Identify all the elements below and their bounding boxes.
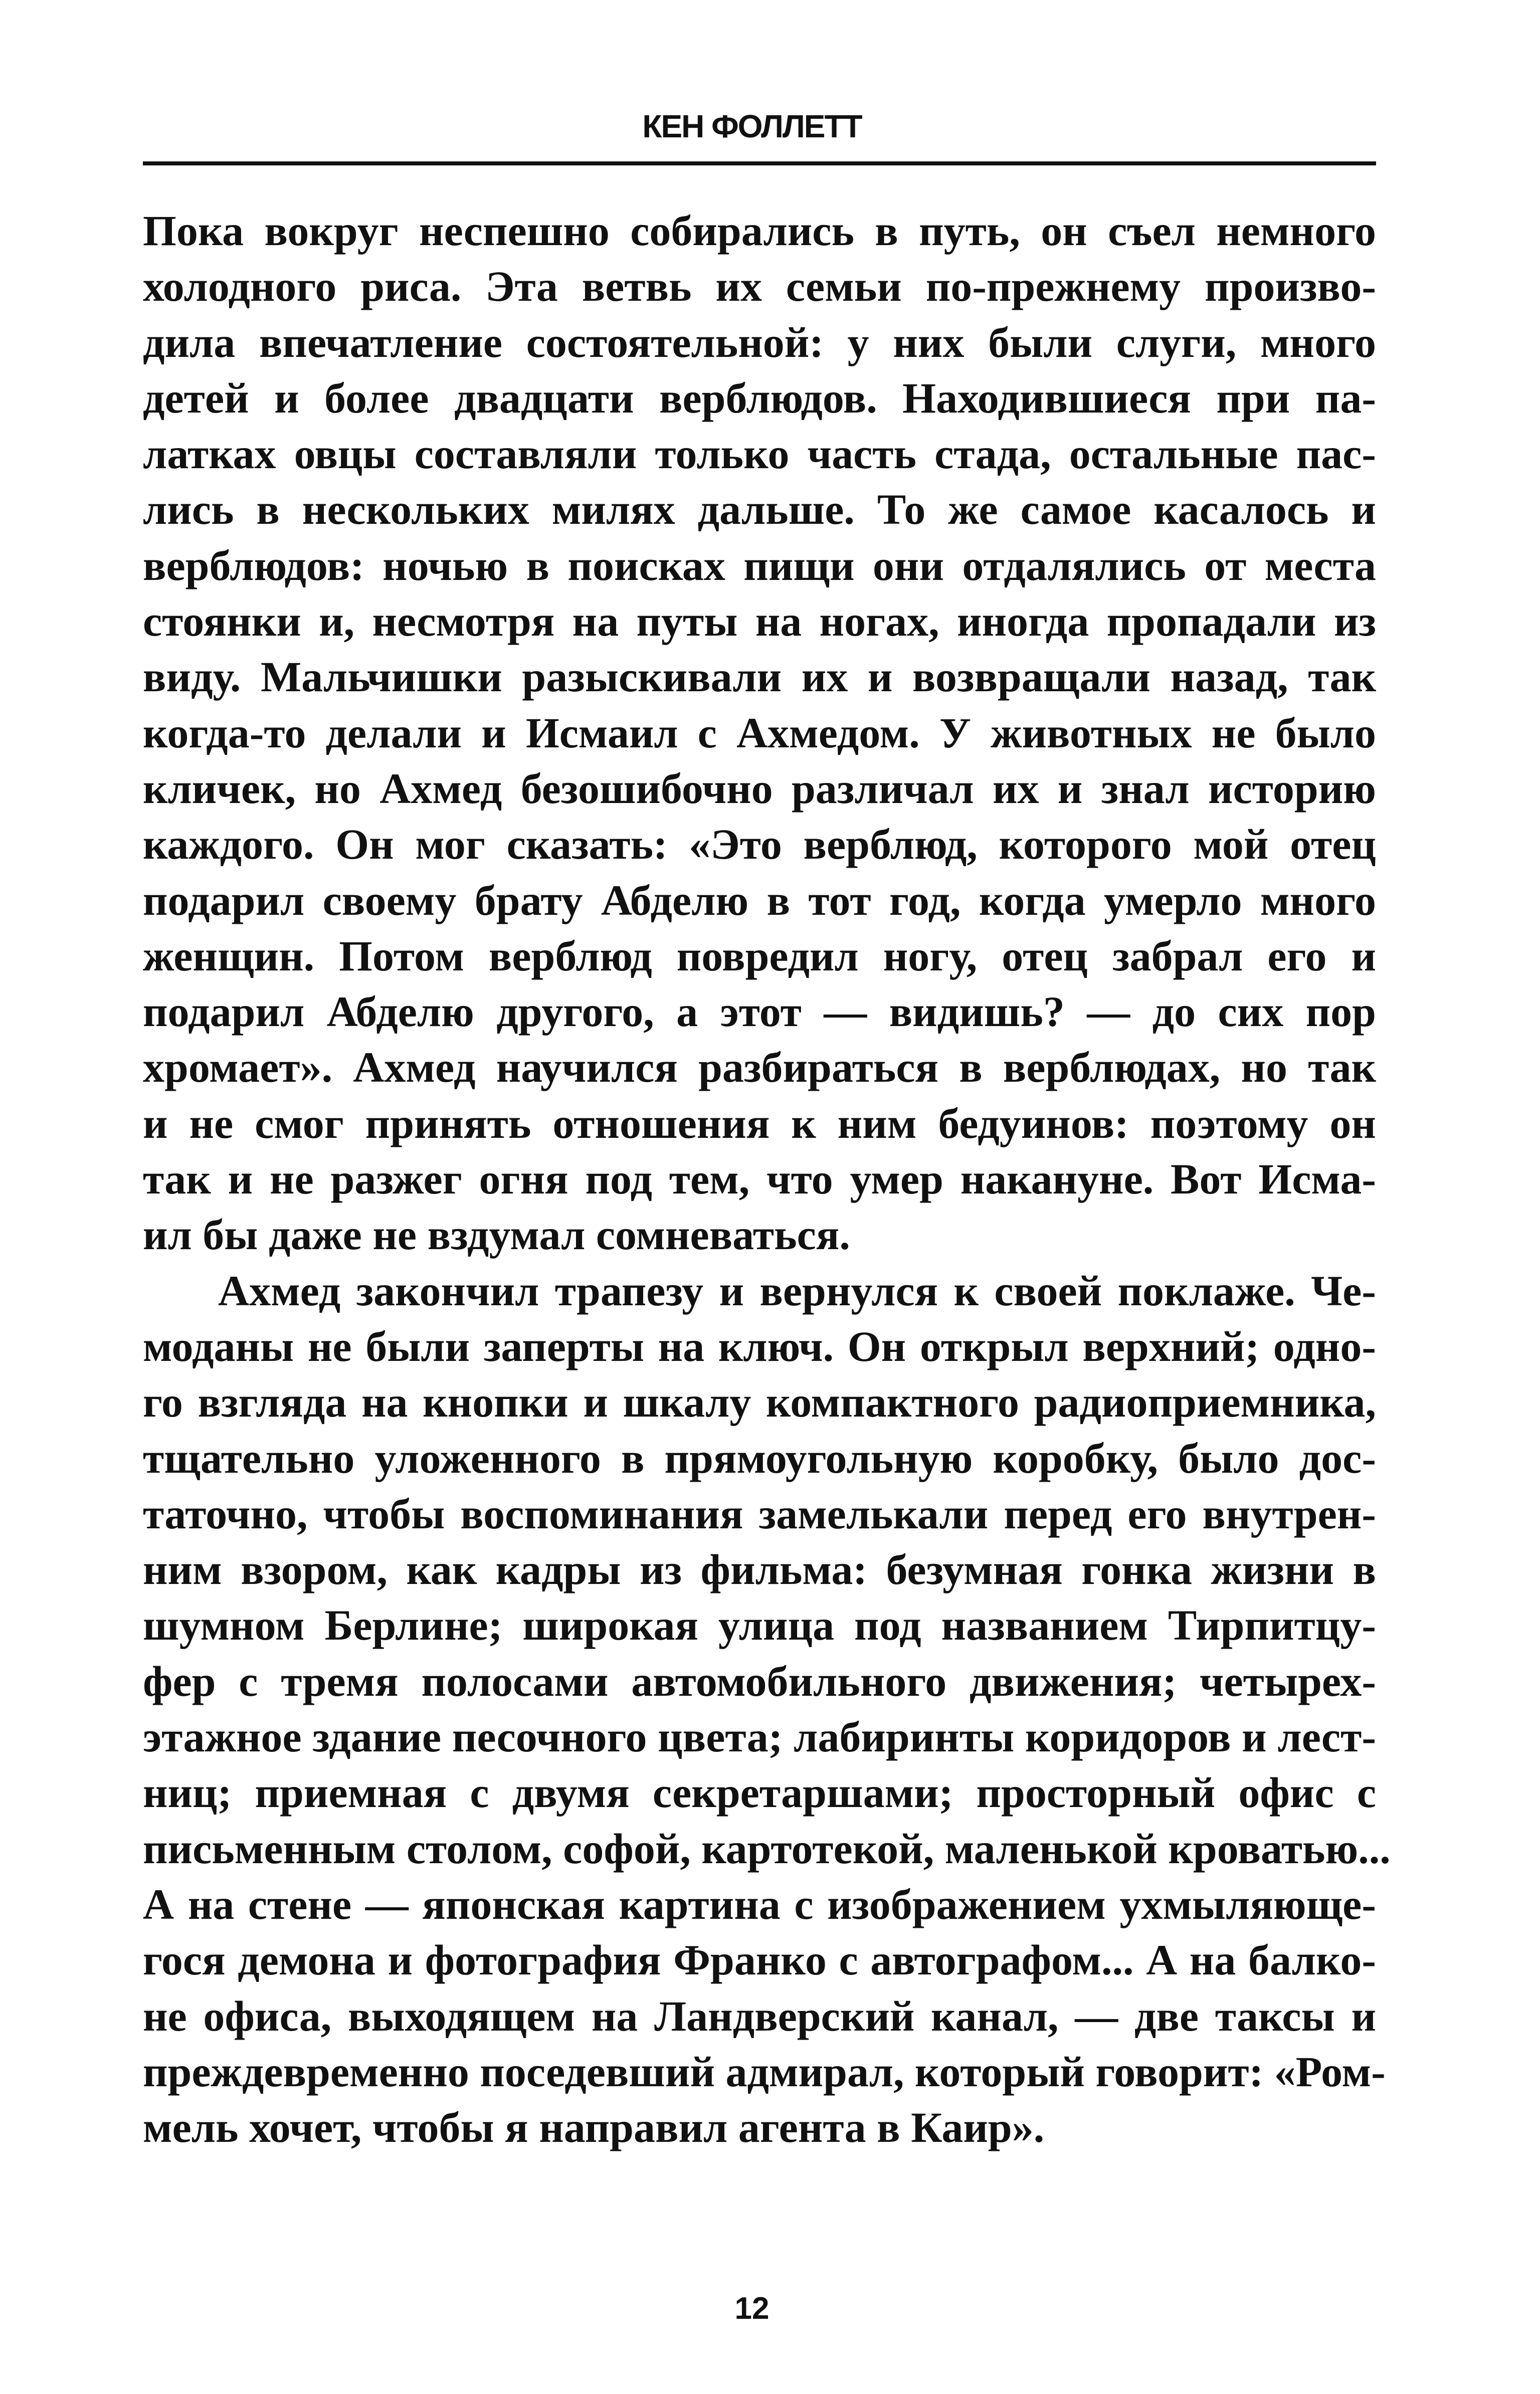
text-line: ниц; приемная с двумя секретаршами; просторный офис с <box>143 1768 1376 1817</box>
text-line: женщин. Потом верблюд повредил ногу, отец забрал его и <box>143 931 1376 980</box>
text-line: когда-то делали и Исмаил с Ахмедом. У животных не было <box>143 708 1376 757</box>
text-line: подарил своему брату Абделю в тот год, когда умерло много <box>143 876 1376 924</box>
header-rule <box>143 161 1376 165</box>
text-line: мель хочет, чтобы я направил агента в Каир». <box>143 2103 1045 2152</box>
text-line: каждого. Он мог сказать: «Это верблюд, которого мой отец <box>143 820 1376 869</box>
text-line: гося демона и фотография Франко с автографом... А на балко- <box>143 1936 1376 1984</box>
text-line: моданы не были заперты на ключ. Он открыл верхний; одно- <box>143 1322 1376 1370</box>
text-line: Пока вокруг неспешно собирались в путь, он съел немного <box>143 207 1376 255</box>
text-line: не офиса, выходящем на Ландверский канал, — две таксы и <box>143 1991 1376 2040</box>
text-line: шумном Берлине; широкая улица под названием Тирпитцу- <box>143 1601 1376 1650</box>
text-line: подарил Абделю другого, а этот — видишь? — до сих пор <box>143 987 1376 1036</box>
text-line: лись в нескольких милях дальше. То же самое касалось и <box>143 485 1376 534</box>
text-line: хромает». Ахмед научился разбираться в верблюдах, но так <box>143 1043 1376 1092</box>
text-line: ил бы даже не вздумал сомневаться. <box>143 1211 850 1259</box>
text-line: преждевременно поседевший адмирал, который говорит: «Ром- <box>143 2047 1386 2096</box>
text-line: и не смог принять отношения к ним бедуинов: поэтому он <box>143 1099 1376 1147</box>
text-line: Ахмед закончил трапезу и вернулся к своей поклаже. Че- <box>218 1266 1376 1315</box>
running-header: КЕН ФОЛЛЕТТ <box>642 108 862 144</box>
text-line: верблюдов: ночью в поисках пищи они отдалялись от места <box>143 541 1376 589</box>
text-line: виду. Мальчишки разыскивали их и возвращали назад, так <box>143 653 1376 701</box>
text-line: го взгляда на кнопки и шкалу компактного радиоприемника, <box>143 1378 1376 1427</box>
text-line: детей и более двадцати верблюдов. Находившиеся при па- <box>143 373 1376 422</box>
text-line: так и не разжег огня под тем, что умер накануне. Вот Исма- <box>143 1155 1376 1204</box>
page-body <box>143 203 1391 2155</box>
text-line: холодного риса. Эта ветвь их семьи по-прежнему произво- <box>143 262 1376 311</box>
text-line: А на стене — японская картина с изображением ухмыляюще- <box>143 1880 1376 1928</box>
text-line: этажное здание песочного цвета; лабиринты коридоров и лест- <box>143 1713 1376 1761</box>
text-line: стоянки и, несмотря на путы на ногах, иногда пропадали из <box>143 597 1376 646</box>
text-line: таточно, чтобы воспоминания замелькали перед его внутрен- <box>143 1489 1376 1538</box>
text-line: дила впечатление состоятельной: у них были слуги, много <box>143 318 1376 366</box>
text-line: тщательно уложенного в прямоугольную коробку, было дос- <box>143 1434 1376 1482</box>
text-line: кличек, но Ахмед безошибочно различал их и знал историю <box>143 764 1376 813</box>
text-line: фер с тремя полосами автомобильного движения; четырех- <box>143 1657 1376 1705</box>
page-number: 12 <box>734 2291 769 2326</box>
text-line: письменным столом, софой, картотекой, маленькой кроватью... <box>143 1824 1391 1873</box>
text-line: ним взором, как кадры из фильма: безумная гонка жизни в <box>143 1545 1376 1594</box>
text-line: латках овцы составляли только часть стада, остальные пас- <box>143 430 1376 478</box>
